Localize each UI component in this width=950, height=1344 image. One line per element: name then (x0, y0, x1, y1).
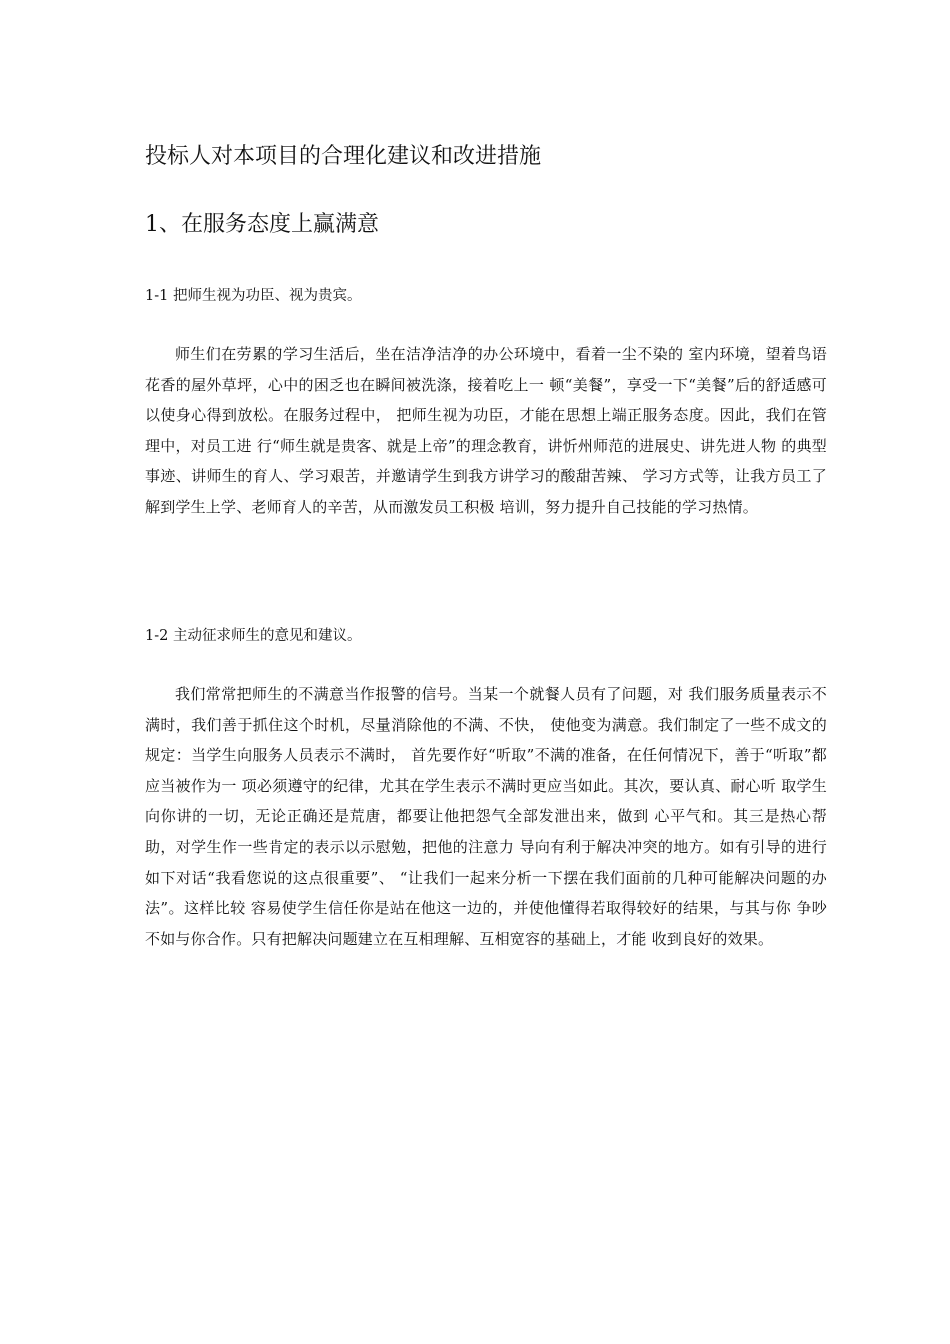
document-title: 投标人对本项目的合理化建议和改进措施 (145, 144, 542, 169)
subsection-heading-2: 1-2 主动征求师生的意见和建议。 (145, 628, 362, 644)
subsection-paragraph-1: 师生们在劳累的学习生活后，坐在洁净洁净的办公环境中，看着一尘不染的 室内环境，望着鸟语花香的屋外草坪，心中的困乏也在瞬间被洗涤，接着吃上一 顿“美餐”，享受一下“美餐”后的舒适感可以使身心得到放松。在服务过程中， 把师生视为功臣，才能在思想上端正服务态度。因此，我们在管理中，对员工进 行“师生就是贵客、就是上帝”的理念教育，讲忻州师范的进展史、讲先进人物 的典型事迹、讲师生的育人、学习艰苦，并邀请学生到我方讲学习的酸甜苦辣、 学习方式等，让我方员工了解到学生上学、老师育人的辛苦，从而激发员工积极 培训，努力提升自己技能的学习热情。 (145, 345, 827, 516)
subsection-heading-1: 1-1 把师生视为功臣、视为贵宾。 (145, 288, 362, 304)
subsection-paragraph-2: 我们常常把师生的不满意当作报警的信号。当某一个就餐人员有了问题，对 我们服务质量表示不满时，我们善于抓住这个时机，尽量消除他的不满、不快， 使他变为满意。我们制定了一些不成文的规定：当学生向服务人员表示不满时， 首先要作好“听取”不满的准备，在任何情况下，善于“听取”都应当被作为一 项必须遵守的纪律，尤其在学生表示不满时更应当如此。其次，要认真、耐心听 取学生向你讲的一切，无论正确还是荒唐，都要让他把怨气全部发泄出来，做到 心平气和。其三是热心帮助，对学生作一些肯定的表示以示慰勉，把他的注意力 导向有利于解决冲突的地方。如有引导的进行如下对话“我看您说的这点很重要”、 “让我们一起来分析一下摆在我们面前的几种可能解决问题的办法”。这样比较 容易使学生信任你是站在他这一边的，并使他懂得若取得较好的结果，与其与你 争吵不如与你合作。只有把解决问题建立在互相理解、互相宽容的基础上，才能 收到良好的效果。 (145, 685, 827, 948)
section-heading: 1、在服务态度上赢满意 (145, 212, 379, 237)
